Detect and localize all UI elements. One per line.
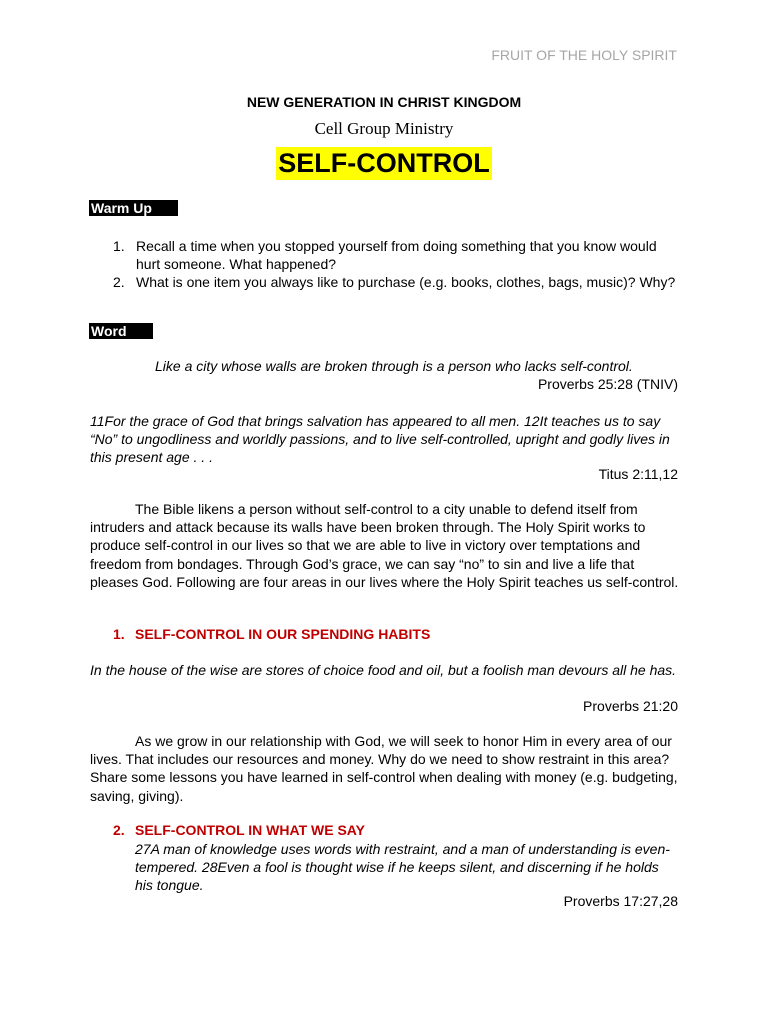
header-title: FRUIT OF THE HOLY SPIRIT [491,47,677,63]
warm-up-item-2: What is one item you always like to purchase (e.g. books, clothes, bags, music)? Why? [136,274,676,290]
word-label-box [89,323,153,341]
warm-up-label: Warm Up [89,200,178,216]
section-2-heading: SELF-CONTROL IN WHAT WE SAY [135,822,365,838]
title-container [0,147,768,180]
warm-up-number-2: 2. [113,274,125,290]
section-2-quote: 27A man of knowledge uses words with restraint, and a man of understanding is even-tempered. 28Even a fool is thought wise if he keeps silent, and discerning if he holds his tongue. [135,841,670,894]
section-1-reference: Proverbs 21:20 [583,698,678,714]
quote-titus: 11For the grace of God that brings salvation has appeared to all men. 12It teaches us to say “No” to ungodliness and worldly passions, and to live self-controlled, upright and godly lives in this present age . . . [90,413,670,466]
section-1-quote: In the house of the wise are stores of choice food and oil, but a foolish man devours all he has. [90,662,677,678]
section-1-paragraph: As we grow in our relationship with God, we will seek to honor Him in every area of our lives. That includes our resources and money. Why do we need to show restraint in this area? Share some lessons you have learned in self-control when dealing with money (e.g. budgeting, saving, giving). [90,733,678,804]
section-1-number: 1. [113,626,125,642]
warm-up-number-1: 1. [113,238,125,254]
section-1-heading: SELF-CONTROL IN OUR SPENDING HABITS [135,626,431,642]
warm-up-item-1: Recall a time when you stopped yourself from doing something that you know would hurt someone. What happened? [136,238,657,272]
word-label: Word [89,323,153,339]
section-2-reference: Proverbs 17:27,28 [563,893,678,909]
organization-name: NEW GENERATION IN CHRIST KINGDOM [246,94,522,110]
ministry-name: Cell Group Ministry [314,119,454,138]
intro-paragraph: The Bible likens a person without self-control to a city unable to defend itself from intruders and attack because its walls have been broken through. The Holy Spirit works to produce self-control in our lives so that we are able to live in victory over temptations and freedom from bondages. Through God’s grace, we can say “no” to sin and live a life that pleases God. Following are four areas in our lives where the Holy Spirit teaches us self-control. [90,501,679,590]
reference-titus: Titus 2:11,12 [598,466,678,482]
quote-proverbs-25: Like a city whose walls are broken through is a person who lacks self-control. [155,358,633,374]
warm-up-label-box [89,200,178,218]
reference-proverbs-25: Proverbs 25:28 (TNIV) [537,376,678,392]
section-2-number: 2. [113,822,125,838]
page-title: SELF-CONTROL [278,148,490,178]
